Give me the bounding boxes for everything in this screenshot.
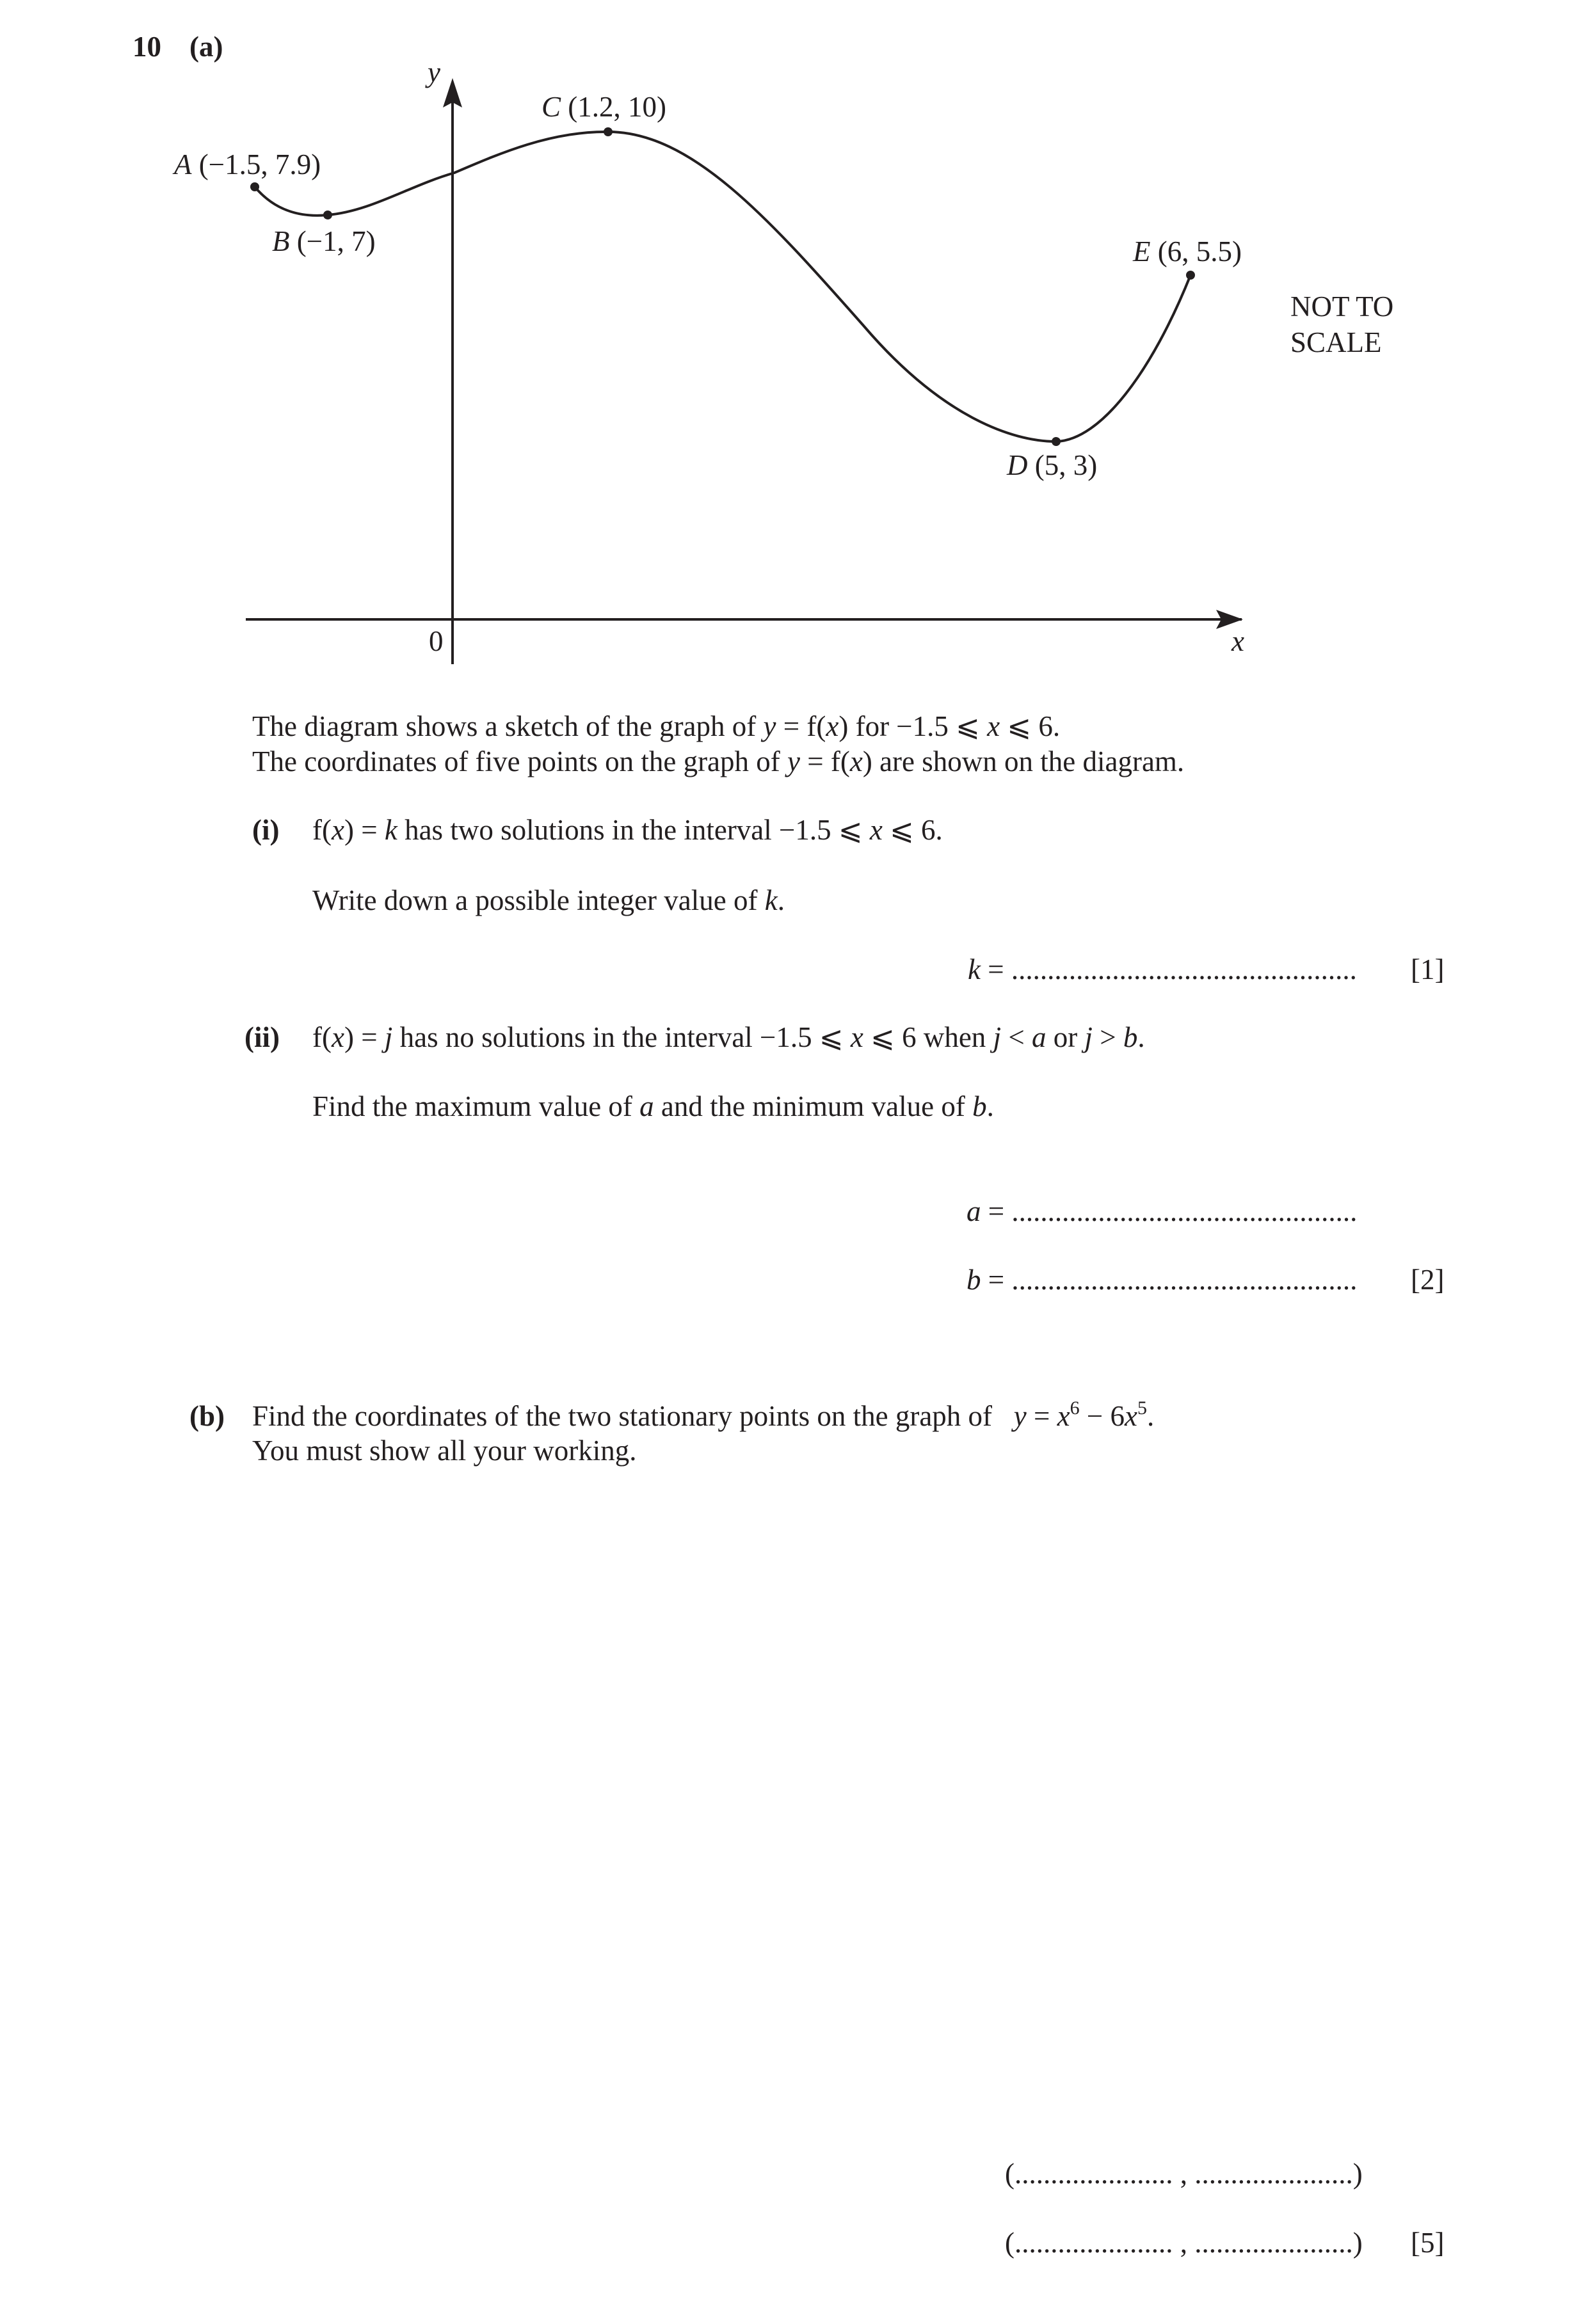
point-a-label: A (−1.5, 7.9) — [174, 148, 321, 180]
part-b-answer-point-2[interactable]: (...................... , ......................) — [1005, 2227, 1363, 2259]
point-e-label: E (6, 5.5) — [1133, 235, 1242, 267]
not-to-scale-line2: SCALE — [1290, 326, 1382, 358]
point-b-label: B (−1, 7) — [272, 225, 376, 257]
point-c-label: C (1.2, 10) — [541, 91, 666, 123]
origin-label: 0 — [429, 625, 444, 657]
x-axis-label: x — [1231, 625, 1244, 657]
part-i-statement: f(x) = k has two solutions in the interval −1.5 ⩽ x ⩽ 6. — [312, 814, 943, 846]
point-d-label: D (5, 3) — [1007, 449, 1098, 481]
part-b-line-1: Find the coordinates of the two stationary points on the graph of $y = x^6 - 6x^5$. — [252, 1397, 1155, 1432]
point-d-marker — [1052, 437, 1061, 446]
not-to-scale-line1: NOT TO — [1290, 290, 1394, 322]
part-ii-answer-b-line[interactable]: b = ................................................ — [966, 1264, 1358, 1296]
part-ii-answer-a-line[interactable]: a = ................................................ — [966, 1195, 1358, 1227]
point-a-marker — [250, 182, 259, 191]
part-i-marks: [1] — [1411, 953, 1445, 985]
point-b-marker — [323, 211, 332, 219]
curve-y-equals-f-x — [255, 132, 1191, 442]
part-a-label: (a) — [189, 31, 223, 63]
part-b-line-2: You must show all your working. — [252, 1435, 637, 1467]
part-b-answer-point-1[interactable]: (...................... , ......................) — [1005, 2158, 1363, 2190]
y-axis-label: y — [428, 56, 440, 88]
part-i-label: (i) — [252, 814, 280, 846]
part-ii-statement: f(x) = j has no solutions in the interval −1.5 ⩽ x ⩽ 6 when j < a or j > b. — [312, 1021, 1145, 1053]
part-i-answer-line[interactable]: k = ................................................ — [968, 953, 1357, 985]
part-b-label: (b) — [189, 1400, 225, 1432]
part-b-marks: [5] — [1411, 2227, 1445, 2259]
intro-line-1: The diagram shows a sketch of the graph of y = f(x) for −1.5 ⩽ x ⩽ 6. — [252, 710, 1061, 742]
part-ii-instruction: Find the maximum value of a and the minimum value of b. — [312, 1090, 994, 1122]
point-e-marker — [1186, 271, 1195, 280]
intro-line-2: The coordinates of five points on the graph of y = f(x) are shown on the diagram. — [252, 745, 1185, 777]
point-c-marker — [604, 127, 613, 136]
question-number: 10 — [132, 31, 161, 63]
part-ii-marks: [2] — [1411, 1264, 1445, 1296]
part-i-instruction: Write down a possible integer value of k. — [312, 884, 785, 916]
part-ii-label: (ii) — [245, 1021, 280, 1053]
